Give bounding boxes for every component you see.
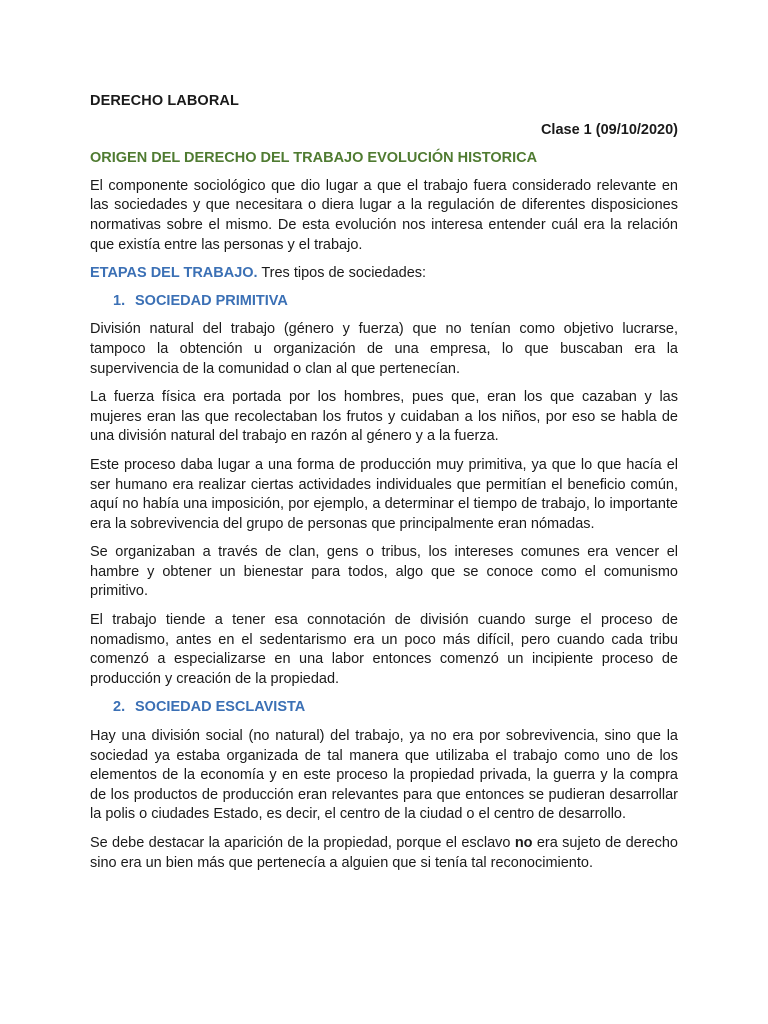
paragraph: Hay una división social (no natural) del trabajo, ya no era por sobrevivencia, sino que la sociedad ya estaba organizada de tal manera que utilizaba el trabajo como uno de los elementos de la economía y en este proceso la propiedad privada, la guerra y la compra de los productos de producción eran relevantes para que entonces se pudieran desarrollar la polis o ciudades Estado, es decir, el centro de la ciudad o el centro de desarrollo.	[90, 728, 678, 823]
intro-paragraph: El componente sociológico que dio lugar a que el trabajo fuera considerado relevante en las sociedades y que necesitara o diera lugar a la regulación de diferentes disposiciones normativas sobre el mismo. De esta evolución nos interesa entender cuál era la relación que existía entre las personas y el trabajo.	[90, 177, 678, 253]
paragraph: La fuerza física era portada por los hombres, pues que, eran los que cazaban y las mujeres eran las que recolectaban los frutos y cuidaban a los niños, por eso se habla de una división natural del trabajo en razón al género y a la fuerza.	[90, 389, 678, 445]
society-number: 1.	[113, 292, 126, 309]
society-heading-slave	[113, 698, 678, 718]
paragraph-last	[90, 834, 678, 873]
paragraph: Este proceso daba lugar a una forma de producción muy primitiva, ya que lo que hacía el ser humano era realizar ciertas actividades individuales que permitían el beneficio común, aquí no había una imposición, por ejemplo, a determinar el tiempo de trabajo, lo importante era la sobrevivencia del grupo de personas que principalmente eran nómadas.	[90, 456, 678, 532]
society-heading-primitive	[113, 292, 678, 312]
document-page	[90, 92, 678, 882]
society-number: 2.	[113, 699, 126, 716]
stages-label: ETAPAS DEL TRABAJO.	[90, 265, 258, 282]
society-title: SOCIEDAD PRIMITIVA	[135, 292, 288, 309]
section-heading: ORIGEN DEL DERECHO DEL TRABAJO EVOLUCIÓN HISTORICA	[90, 150, 538, 167]
paragraph: División natural del trabajo (género y fuerza) que no tenían como objetivo lucrarse, tampoco la obtención u organización de una empresa, lo que buscaban era la supervivencia de la comunidad o clan al que pertenecían.	[90, 321, 678, 377]
text-before: Se debe destacar la aparición de la propiedad, porque el esclavo	[90, 835, 515, 851]
document-title: DERECHO LABORAL	[90, 93, 239, 109]
paragraph: El trabajo tiende a tener esa connotación de división cuando surge el proceso de nomadismo, antes en el sedentarismo era un poco más difícil, pero cuando cada tribu comenzó a especializarse en una labor entonces comenzó un incipiente proceso de producción y creación de la propiedad.	[90, 612, 678, 687]
society-title: SOCIEDAD ESCLAVISTA	[135, 699, 306, 716]
stages-line	[90, 264, 678, 284]
stages-text: Tres tipos de sociedades:	[257, 265, 427, 282]
bold-word: no	[514, 835, 533, 851]
paragraph: Se organizaban a través de clan, gens o tribus, los intereses comunes era vencer el hambre y obtener un bienestar para todos, algo que se conoce como el comunismo primitivo.	[90, 544, 678, 600]
text-after: era sujeto de derecho sino era un bien más que pertenecía a alguien que si tenía tal reconocimiento.	[90, 835, 678, 871]
class-date: Clase 1 (09/10/2020)	[540, 121, 678, 138]
